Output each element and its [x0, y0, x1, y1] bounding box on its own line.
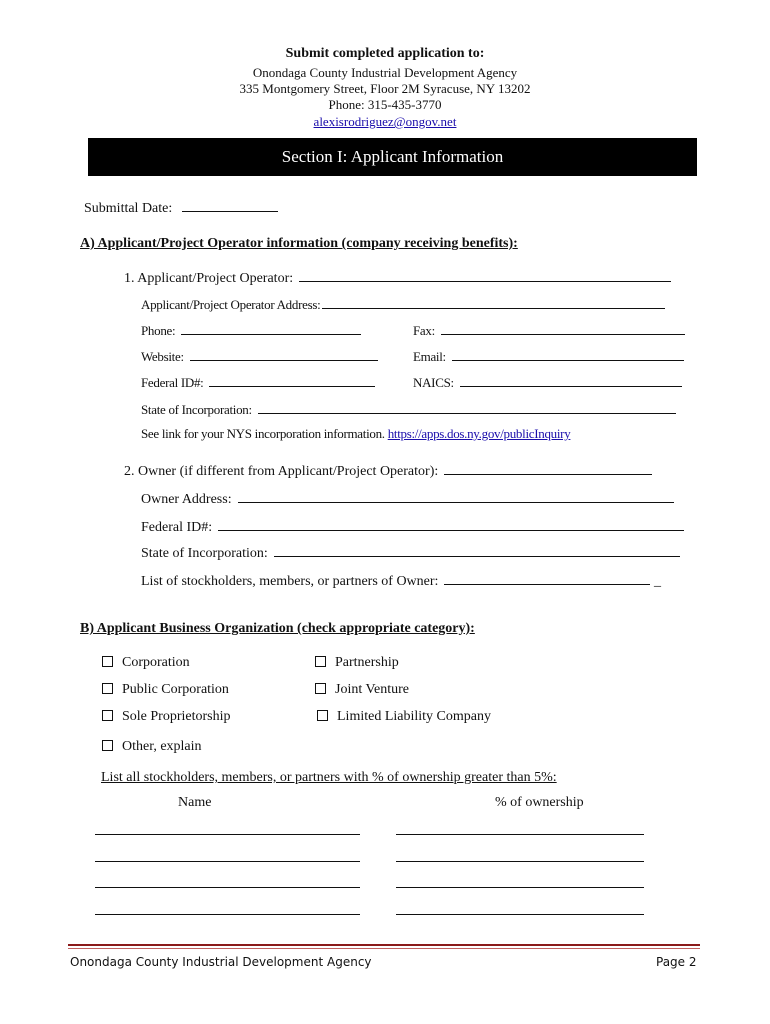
operator-row [124, 268, 671, 287]
incorporation-link-row [141, 426, 570, 442]
name-line-4[interactable] [95, 914, 360, 915]
submittal-date-field[interactable] [182, 198, 278, 212]
fax-field[interactable] [441, 321, 685, 335]
agency-phone: Phone: 315-435-3770 [328, 97, 442, 112]
submittal-date-row [84, 198, 278, 217]
option-joint-venture[interactable] [315, 682, 409, 698]
operator-address-row [141, 295, 665, 313]
col-name-header: Name [178, 795, 212, 810]
ownership-line-4[interactable] [396, 914, 644, 915]
owner-label: 2. Owner (if different from Applicant/Project Operator): [124, 464, 439, 479]
option-label: Corporation [122, 655, 190, 670]
section-title: Section I: Applicant Information [88, 138, 697, 176]
agency-email[interactable] [0, 114, 770, 130]
owner-field[interactable] [444, 461, 652, 475]
state-label: State of Incorporation: [141, 402, 252, 417]
option-label: Partnership [335, 655, 399, 670]
state-row [141, 400, 676, 418]
checkbox[interactable] [102, 656, 113, 667]
fax-label: Fax: [413, 323, 435, 338]
owner-state-label: State of Incorporation: [141, 546, 268, 561]
ownership-line-2[interactable] [396, 861, 644, 862]
col-ownership-header: % of ownership [495, 795, 584, 810]
email-field[interactable] [452, 347, 684, 361]
state-field[interactable] [258, 400, 676, 414]
email-label: Email: [413, 349, 446, 364]
part-b-heading-text: B) Applicant Business Organization (check appropriate category): [80, 621, 475, 636]
naics-field[interactable] [460, 373, 682, 387]
option-partnership[interactable] [315, 655, 399, 671]
option-llc[interactable] [317, 709, 491, 725]
footer-org: Onondaga County Industrial Development Agency [70, 955, 372, 969]
footer-rule-thin [68, 948, 700, 949]
agency-name: Onondaga County Industrial Development Agency [252, 65, 518, 80]
owner-stockholders-label: List of stockholders, members, or partners of Owner: [141, 574, 439, 589]
email-link[interactable]: alexisrodriguez@ongov.net [313, 114, 457, 129]
option-corporation[interactable] [102, 655, 190, 671]
checkbox[interactable] [315, 683, 326, 694]
ownership-instruction: List all stockholders, members, or partners with % of ownership greater than 5%: [101, 770, 557, 785]
website-row [141, 347, 378, 365]
option-label: Limited Liability Company [337, 709, 491, 724]
federal-id-row [141, 373, 375, 391]
website-field[interactable] [190, 347, 378, 361]
name-line-1[interactable] [95, 834, 360, 835]
operator-address-label: Applicant/Project Operator Address: [141, 297, 321, 312]
website-label: Website: [141, 349, 184, 364]
option-label: Sole Proprietorship [122, 709, 231, 724]
owner-state-field[interactable] [274, 543, 680, 557]
footer-rule [68, 944, 700, 946]
owner-federal-id-row [141, 517, 684, 536]
option-other[interactable] [102, 739, 202, 755]
submit-heading: Submit completed application to: [285, 46, 485, 61]
agency-address: 335 Montgomery Street, Floor 2M Syracuse, NY 13202 [239, 81, 531, 96]
owner-state-row [141, 543, 680, 562]
option-label: Other, explain [122, 739, 202, 754]
naics-label: NAICS: [413, 375, 454, 390]
operator-label: 1. Applicant/Project Operator: [124, 271, 294, 286]
option-public-corporation[interactable] [102, 682, 229, 698]
part-a-heading [80, 234, 518, 252]
owner-stockholders-field[interactable] [444, 571, 650, 585]
incorporation-link-text: See link for your NYS incorporation information. [141, 426, 385, 441]
phone-label: Phone: [141, 323, 176, 338]
owner-row [124, 461, 652, 480]
submittal-date-label: Submittal Date: [84, 201, 173, 216]
naics-row [413, 373, 682, 391]
federal-id-label: Federal ID#: [141, 375, 204, 390]
operator-field[interactable] [299, 268, 671, 282]
owner-address-label: Owner Address: [141, 492, 232, 507]
checkbox[interactable] [102, 683, 113, 694]
ownership-line-1[interactable] [396, 834, 644, 835]
checkbox[interactable] [315, 656, 326, 667]
owner-stockholders-suffix: _ [653, 574, 661, 589]
operator-address-field[interactable] [322, 295, 665, 309]
checkbox[interactable] [102, 710, 113, 721]
phone-row [141, 321, 361, 339]
option-sole-proprietorship[interactable] [102, 709, 231, 725]
part-b-heading [80, 619, 475, 637]
owner-stockholders-row [141, 571, 661, 590]
phone-field[interactable] [181, 321, 361, 335]
owner-federal-id-label: Federal ID#: [141, 520, 213, 535]
option-label: Public Corporation [122, 682, 229, 697]
checkbox[interactable] [317, 710, 328, 721]
checkbox[interactable] [102, 740, 113, 751]
option-label: Joint Venture [335, 682, 410, 697]
part-a-heading-text: A) Applicant/Project Operator information (company receiving benefits): [80, 236, 518, 251]
incorporation-link[interactable]: https://apps.dos.ny.gov/publicInquiry [387, 426, 571, 441]
federal-id-field[interactable] [209, 373, 375, 387]
fax-row [413, 321, 685, 339]
ownership-line-3[interactable] [396, 887, 644, 888]
name-line-3[interactable] [95, 887, 360, 888]
owner-federal-id-field[interactable] [218, 517, 684, 531]
email-row [413, 347, 684, 365]
owner-address-field[interactable] [238, 489, 674, 503]
page-number: Page 2 [656, 955, 697, 969]
owner-address-row [141, 489, 674, 508]
name-line-2[interactable] [95, 861, 360, 862]
